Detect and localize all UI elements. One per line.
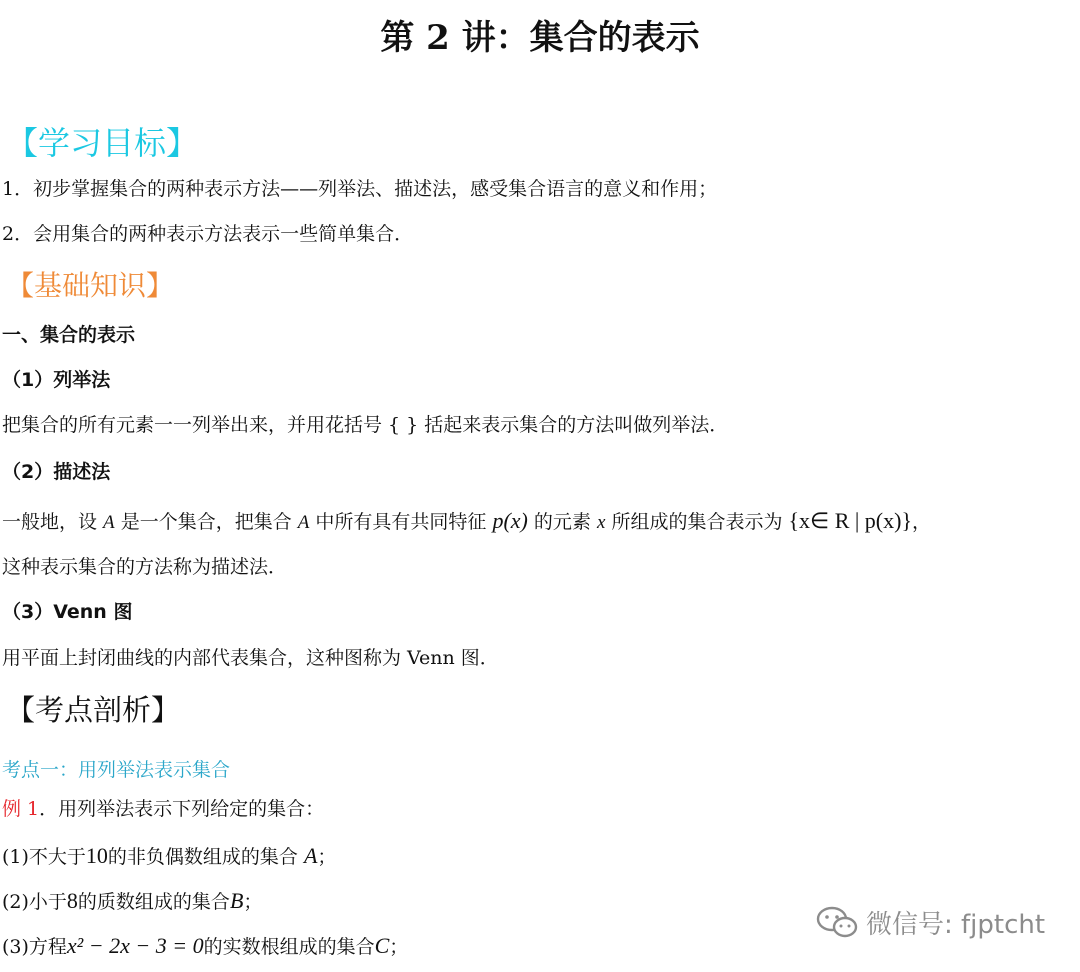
method-title: （3）Venn 图 xyxy=(2,601,133,623)
text-run: ； xyxy=(243,891,263,913)
analysis-heading: 【考点剖析】 xyxy=(6,693,181,727)
watermark-text: 微信号: fjptcht xyxy=(866,909,1046,940)
text-run: (2)小于 xyxy=(2,891,67,913)
page-title: 第 2 讲：集合的表示 xyxy=(380,18,700,58)
text-run: 一般地，设 xyxy=(2,511,104,533)
text-run: ， xyxy=(912,511,932,533)
text-run: (1)不大于 xyxy=(2,846,86,868)
basics-heading: 【基础知识】 xyxy=(6,269,175,302)
method-text: 把集合的所有元素一一列举出来，并用花括号 { } 括起来表示集合的方法叫做列举法． xyxy=(2,414,729,436)
text-run: 所组成的集合表示为 xyxy=(605,511,789,533)
question-item xyxy=(2,933,408,959)
method-text: 用平面上封闭曲线的内部代表集合，这种图称为 Venn 图． xyxy=(2,647,499,669)
wechat-watermark xyxy=(816,900,1045,944)
wechat-icon xyxy=(816,905,858,939)
math-var: A xyxy=(297,512,310,533)
math-expr: p(x) xyxy=(492,508,528,533)
method-title: （1）列举法 xyxy=(2,369,111,391)
math-expr: x² − 2x − 3 = 0 xyxy=(66,933,204,958)
section-title: 一、集合的表示 xyxy=(2,324,136,346)
math-var: A xyxy=(103,512,115,533)
text-run: 的元素 xyxy=(527,511,597,533)
text-run: ； xyxy=(317,846,337,868)
text-run: ．用列举法表示下列给定的集合： xyxy=(39,798,325,820)
kaodian-title: 考点一：用列举法表示集合 xyxy=(2,759,231,781)
math-num: 8 xyxy=(66,888,78,913)
method-text: 这种表示集合的方法称为描述法． xyxy=(2,556,288,578)
math-var: A xyxy=(303,843,318,868)
math-var: B xyxy=(229,888,244,913)
text-run: 的实数根组成的集合 xyxy=(203,936,375,958)
method-text xyxy=(2,508,931,535)
text-run: 的质数组成的集合 xyxy=(77,891,230,913)
question-item xyxy=(2,888,262,914)
math-var: x xyxy=(596,512,606,533)
goals-heading: 【学习目标】 xyxy=(6,124,199,162)
text-run: ； xyxy=(389,936,409,958)
text-run: 中所有具有共同特征 xyxy=(309,511,493,533)
math-num: 10 xyxy=(85,843,108,868)
goal-item: 2．会用集合的两种表示方法表示一些简单集合． xyxy=(2,223,414,245)
method-title: （2）描述法 xyxy=(2,461,111,483)
example-title xyxy=(2,798,324,821)
text-run: 的非负偶数组成的集合 xyxy=(107,846,304,868)
text-run: 是一个集合，把集合 xyxy=(114,511,298,533)
math-expr: {x∈ R | p(x)} xyxy=(788,508,913,533)
question-item xyxy=(2,843,336,869)
example-label: 例 1 xyxy=(2,798,40,820)
math-var: C xyxy=(374,933,390,958)
text-run: (3)方程 xyxy=(2,936,67,958)
goal-item: 1．初步掌握集合的两种表示方法——列举法、描述法，感受集合语言的意义和作用； xyxy=(2,178,718,200)
